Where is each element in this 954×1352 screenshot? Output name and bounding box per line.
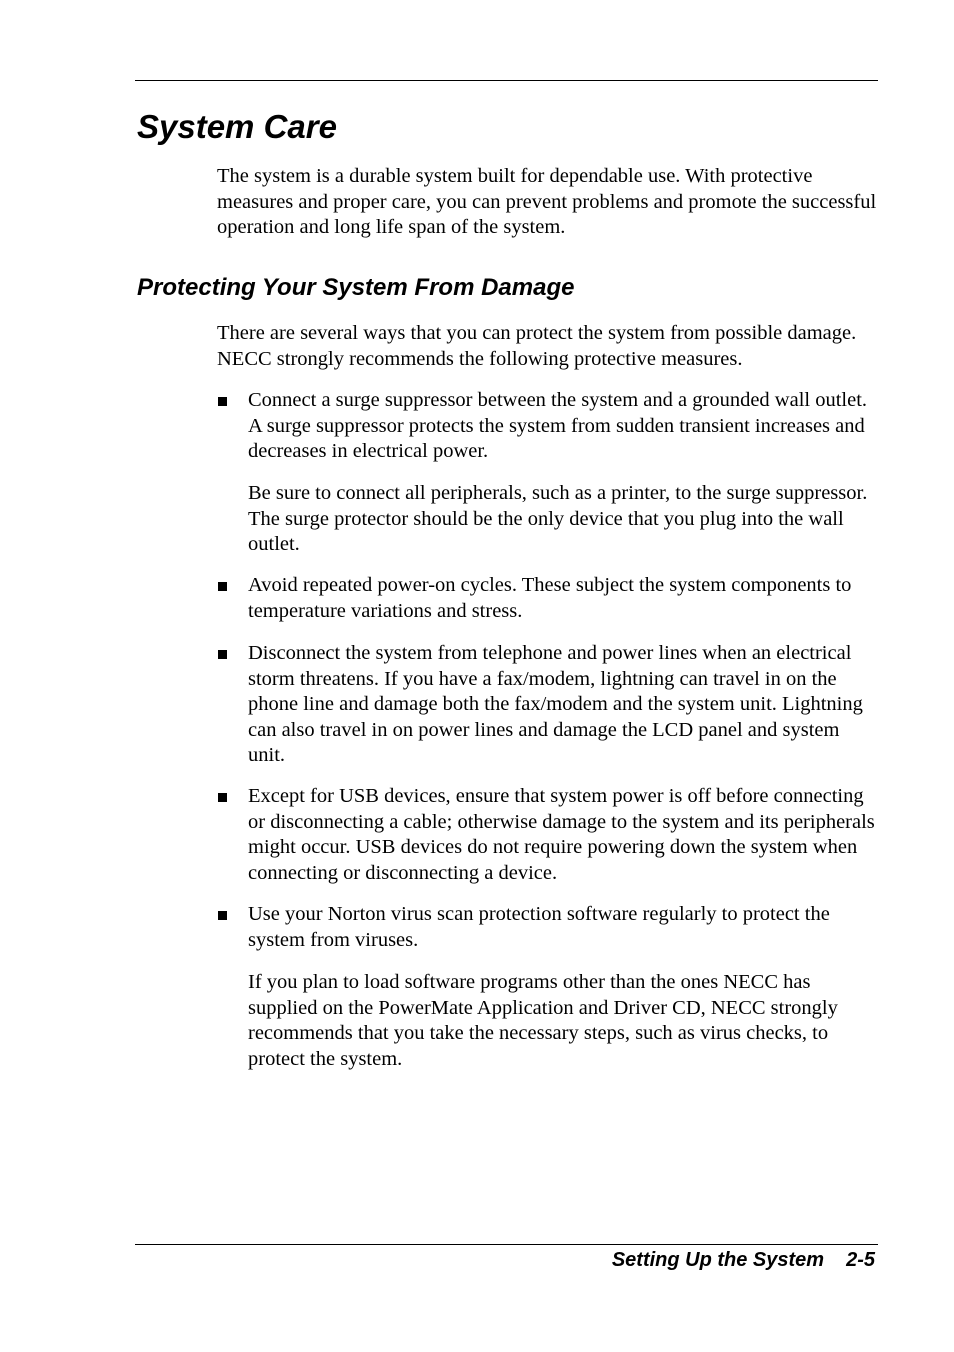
bullet-note: If you plan to load software programs other than the ones NECC has supplied on the PowerMate Application and Driver CD, NECC strongly recommends that you take the necessary steps, such as virus checks, to protect the system.: [248, 971, 838, 1070]
intro-paragraph: The system is a durable system built for dependable use. With protective measures and proper care, you can prevent problems and promote the successful operation and long life span of the system.: [217, 165, 877, 238]
bullet-marker: [218, 911, 227, 920]
bullet-marker: [218, 793, 227, 802]
section-heading: Protecting Your System From Damage: [137, 274, 575, 301]
bullet-note: Be sure to connect all peripherals, such as a printer, to the surge suppressor. The surge protector should be the only device that you plug into the wall outlet.: [248, 482, 868, 555]
footer-page-number: 2-5: [846, 1249, 875, 1271]
bullet-text: Disconnect the system from telephone and power lines when an electrical storm threatens. If you have a fax/modem, lightning can travel in on the phone line and damage both the fax/modem and the system unit. Lightning can also travel in on power lines and damage the LCD panel and system unit.: [248, 642, 863, 766]
bullet-marker: [218, 582, 227, 591]
footer-chapter-title: Setting Up the System: [611, 1249, 825, 1271]
bullet-text: Avoid repeated power-on cycles. These subject the system components to temperature variations and stress.: [248, 574, 852, 622]
page-title: System Care: [137, 108, 337, 145]
bullet-marker: [218, 397, 227, 406]
bottom-rule: [135, 1244, 878, 1245]
bullet-text: Except for USB devices, ensure that system power is off before connecting or disconnecting a cable; otherwise damage to the system and its peripherals might occur. USB devices do not require powering down the system when connecting or disconnecting a device.: [248, 785, 875, 884]
top-rule: [135, 80, 878, 81]
section-intro-paragraph: There are several ways that you can protect the system from possible damage. NECC strongly recommends the following protective measures.: [217, 322, 857, 370]
page-footer: [612, 1247, 875, 1273]
bullet-marker: [218, 650, 227, 659]
bullet-text: Connect a surge suppressor between the system and a grounded wall outlet. A surge suppressor protects the system from sudden transient increases and decreases in electrical power.: [248, 389, 868, 462]
bullet-text: Use your Norton virus scan protection software regularly to protect the system from viruses.: [248, 903, 830, 951]
